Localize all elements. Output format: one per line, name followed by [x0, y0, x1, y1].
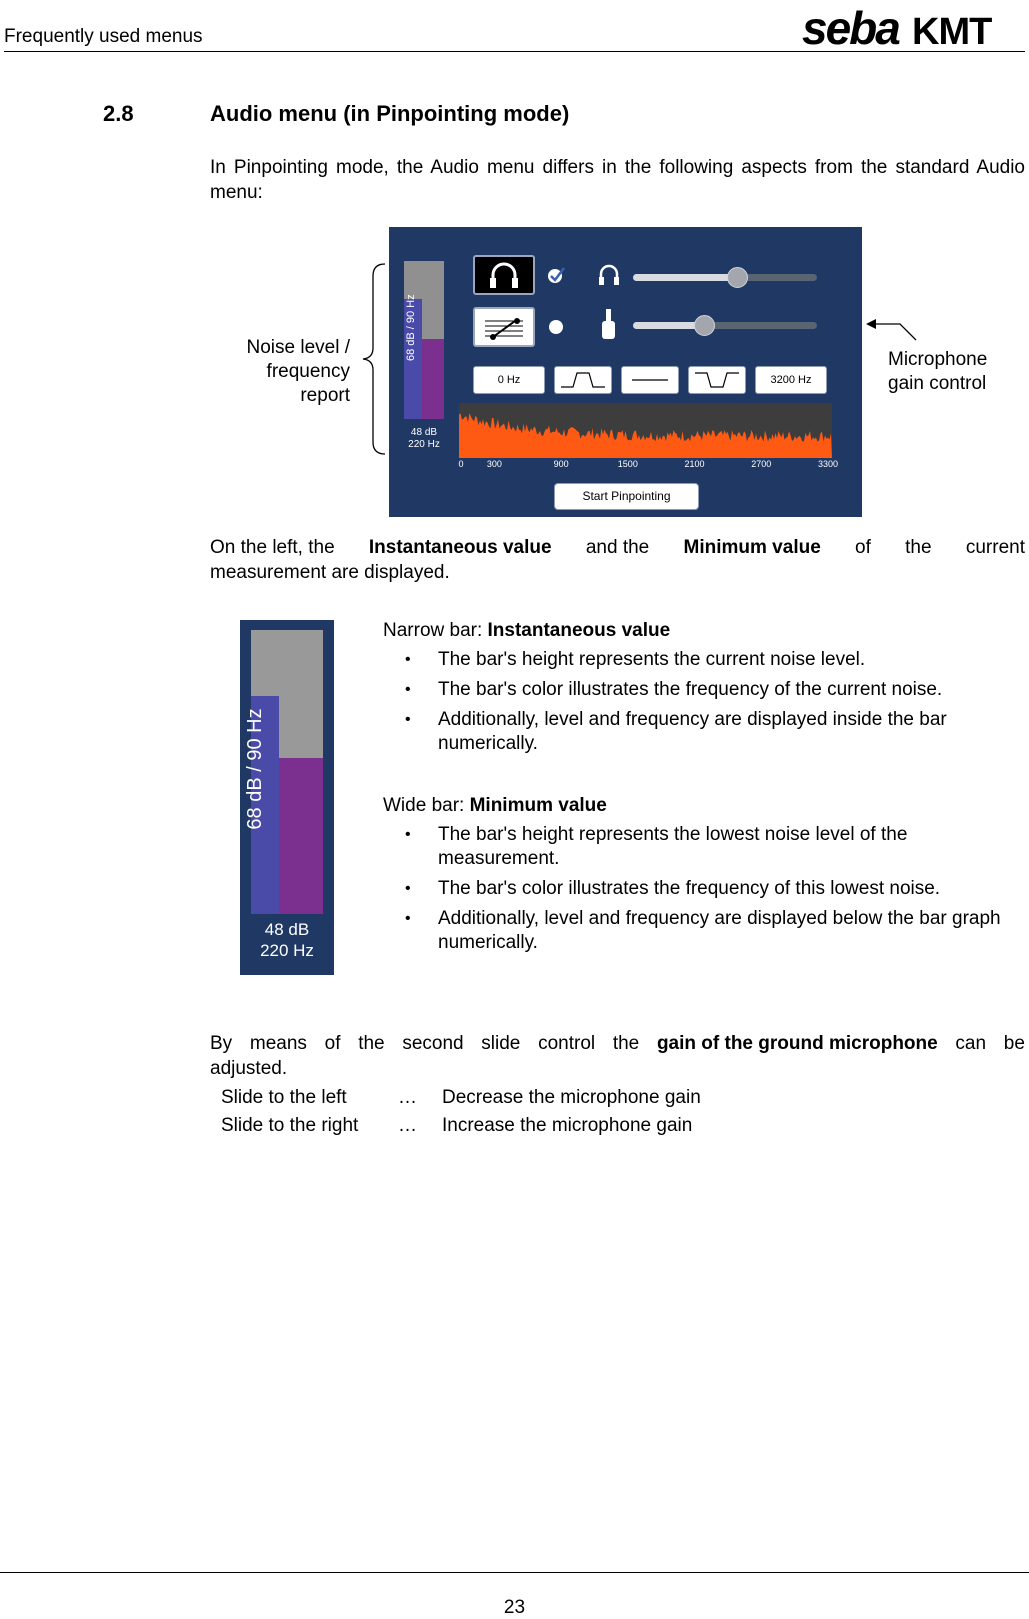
radio-dot-icon[interactable]	[548, 319, 566, 337]
start-pinpointing-button[interactable]: Start Pinpointing	[554, 483, 699, 510]
music-note-icon	[475, 309, 533, 345]
gain-paragraph: By means of the second slide control the gain of the ground microphone can be adjusted.	[210, 1033, 1025, 1079]
x-tick-label: 2700	[751, 459, 772, 469]
sebakmt-logo	[802, 4, 1024, 50]
spectrum-trace	[459, 403, 832, 458]
list-item: • The bar's color illustrates the frequency of this lowest noise.	[383, 877, 1003, 901]
slider-knob[interactable]	[727, 267, 748, 288]
x-tick-label: 900	[553, 459, 569, 469]
bar-detail-hz: 220 Hz	[260, 941, 314, 960]
brace-icon	[355, 262, 391, 456]
bandstop-icon	[689, 367, 745, 393]
filter-high-button[interactable]: 3200 Hz	[755, 366, 827, 394]
slide-right-sep: …	[398, 1115, 417, 1136]
bar-value-label: 68 dB / 90 Hz	[405, 294, 417, 361]
footer-rule	[0, 1572, 1029, 1573]
filter-bandpass-button[interactable]	[554, 366, 612, 394]
flat-icon	[622, 367, 678, 393]
headphones-small-icon	[596, 261, 622, 289]
svg-text:KMT: KMT	[912, 11, 992, 50]
slide-left-sep: …	[398, 1087, 417, 1108]
filter-flat-button[interactable]	[621, 366, 679, 394]
section-number: 2.8	[103, 101, 134, 126]
intro-paragraph: In Pinpointing mode, the Audio menu differs in the following aspects from the standard Audio menu:	[210, 157, 1025, 203]
section-title: Audio menu (in Pinpointing mode)	[210, 101, 570, 126]
list-item: • The bar's color illustrates the frequency of the current noise.	[383, 678, 1003, 702]
list-item: • The bar's height represents the current noise level.	[383, 648, 1003, 672]
audio-menu-screenshot	[389, 227, 862, 517]
arrow-icon	[864, 316, 920, 342]
bar-detail-db: 48 dB	[264, 920, 310, 939]
header-title: Frequently used menus	[4, 26, 203, 47]
slide-right-row: Slide to the right	[221, 1115, 359, 1136]
callout-noise-level: Noise level / frequency report	[246, 337, 350, 406]
x-tick-label: 300	[486, 459, 502, 469]
filter-bandstop-button[interactable]	[688, 366, 746, 394]
bar-detail-label: 68 dB / 90 Hz	[244, 708, 266, 830]
list-item: • Additionally, level and frequency are displayed below the bar graph numerically.	[383, 907, 1003, 955]
microphone-gain-slider[interactable]	[633, 322, 817, 329]
list-item: • The bar's height represents the lowest noise level of the measurement.	[383, 823, 1003, 871]
narrow-bar-section: Narrow bar: Instantaneous value • The bar's height represents the current noise level. • The bar's color illustrates the frequency of the current noise. • Additionally, level and frequency are displayed inside the bar numerically.	[383, 620, 1003, 762]
filter-low-button[interactable]: 0 Hz	[473, 366, 545, 394]
headphone-volume-slider[interactable]	[633, 274, 817, 281]
spectrum-x-axis	[458, 459, 839, 477]
x-tick-label: 0	[458, 459, 464, 469]
wide-bar-list	[383, 823, 1003, 955]
spectrum-area	[459, 413, 832, 458]
microphone-icon	[599, 309, 619, 343]
slide-left-row: Slide to the left	[221, 1087, 347, 1108]
slide-right-result: Increase the microphone gain	[442, 1115, 693, 1136]
slider-knob[interactable]	[694, 315, 715, 336]
header-rule	[4, 51, 1025, 52]
page-number: 23	[503, 1597, 526, 1618]
min-db: 48 dB	[410, 427, 438, 438]
values-paragraph: On the left, the Instantaneous value and the Minimum value of the current measurement are displayed.	[210, 537, 1025, 583]
narrow-bar-list	[383, 648, 1003, 756]
spectrum-plot	[459, 403, 832, 458]
slide-left-result: Decrease the microphone gain	[442, 1087, 701, 1108]
check-icon[interactable]	[547, 265, 567, 285]
wide-bar-section: Wide bar: Minimum value • The bar's height represents the lowest noise level of the measurement. • The bar's color illustrates the frequency of this lowest noise. • Additionally, level and frequency are displayed below the bar graph numerically.	[383, 795, 1003, 961]
min-hz: 220 Hz	[408, 439, 440, 450]
x-tick-label: 2100	[684, 459, 705, 469]
headphones-icon	[475, 257, 533, 293]
music-note-button[interactable]	[473, 307, 535, 347]
bandpass-icon	[555, 367, 611, 393]
callout-mic-gain: Microphone gain control	[888, 349, 988, 394]
x-tick-label: 3300	[817, 459, 839, 469]
x-tick-label: 1500	[617, 459, 638, 469]
bar-detail-image	[240, 620, 334, 975]
svg-text:seba: seba	[802, 4, 899, 50]
list-item: • Additionally, level and frequency are displayed inside the bar numerically.	[383, 708, 1003, 756]
headphones-button[interactable]	[473, 255, 535, 295]
